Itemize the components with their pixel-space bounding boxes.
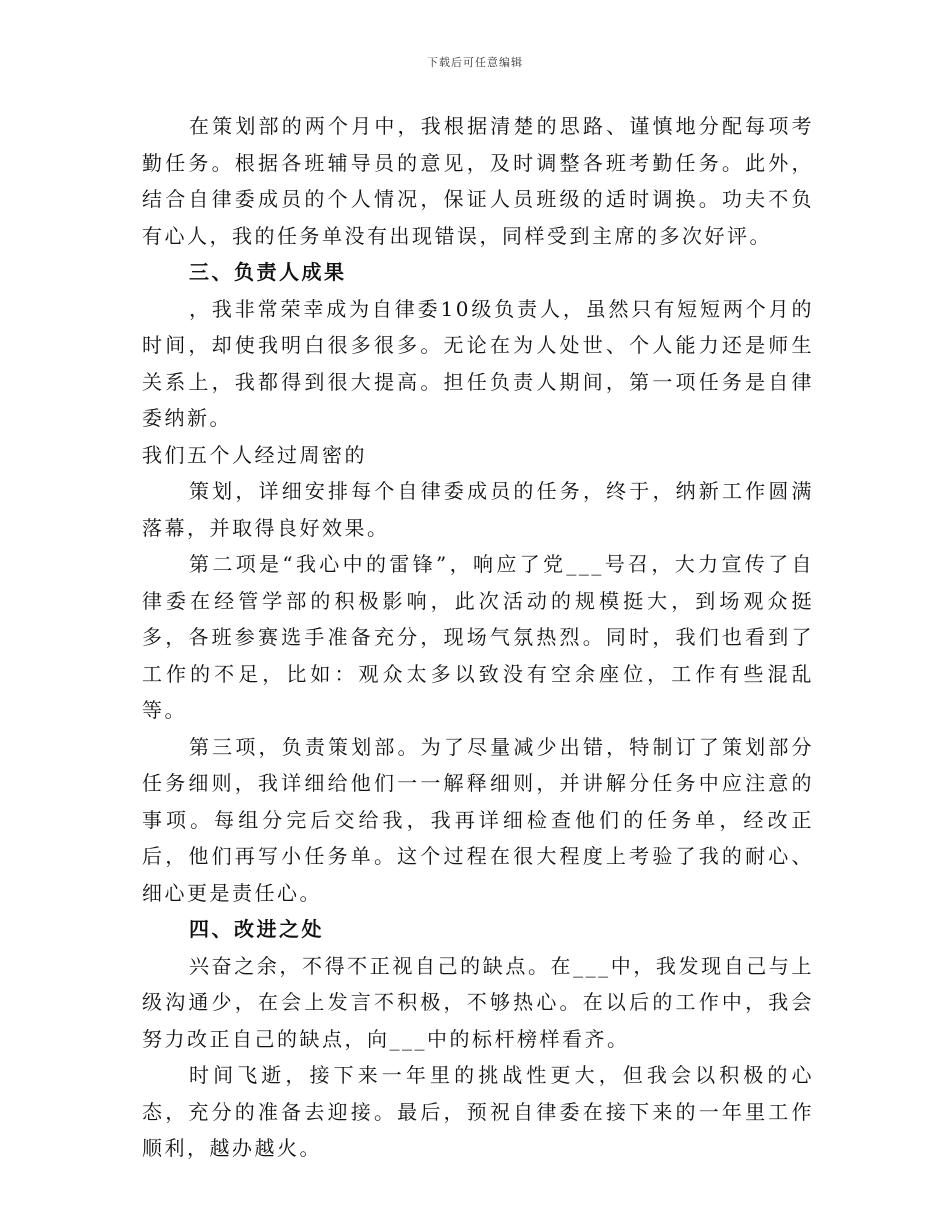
paragraph-responsible-person-tail: 我们五个人经过周密的 — [142, 442, 367, 467]
section-heading-results: 三、负责人成果 — [189, 260, 347, 284]
paragraph-recruitment: 策划，详细安排每个自律委成员的任务，终于，纳新工作圆满落幕，并取得良好效果。 — [142, 479, 814, 540]
paragraph-third-task: 第三项，负责策划部。为了尽量减少出错，特制订了策划部分任务细则，我详细给他们一一解释细则，并讲解分任务中应注意的事项。每组分完后交给我，我再详细检查他们的任务单，经改正后，他们再写小任务单。这个过程在很大程度上考验了我的耐心、细心更是责任心。 — [142, 734, 814, 905]
paragraph-planning-dept: 在策划部的两个月中，我根据清楚的思路、谨慎地分配每项考勤任务。根据各班辅导员的意见，及时调整各班考勤任务。此外，结合自律委成员的个人情况，保证人员班级的适时调换。功夫不负有心人，我的任务单没有出现错误，同样受到主席的多次好评。 — [142, 114, 814, 248]
section-heading-improvements: 四、改进之处 — [189, 917, 324, 941]
page-header: 下载后可任意编辑 — [427, 56, 523, 69]
paragraph-responsible-person: ，我非常荣幸成为自律委10级负责人，虽然只有短短两个月的时间，却使我明白很多很多。无论在为人处世、个人能力还是师生关系上，我都得到很大提高。担任负责人期间，第一项任务是自律委纳新。 — [142, 296, 814, 430]
paragraph-closing: 时间飞逝，接下来一年里的挑战性更大，但我会以积极的心态，充分的准备去迎接。最后，预祝自律委在接下来的一年里工作顺利，越办越火。 — [142, 1063, 814, 1160]
document-body — [142, 108, 814, 1167]
paragraph-shortcomings: 兴奋之余，不得不正视自己的缺点。在___中，我发现自己与上级沟通少，在会上发言不积极，不够热心。在以后的工作中，我会努力改正自己的缺点，向___中的标杆榜样看齐。 — [142, 953, 814, 1051]
paragraph-second-task: 第二项是“我心中的雷锋”，响应了党___号召，大力宣传了自律委在经管学部的积极影响，此次活动的规模挺大，到场观众挺多，各班参赛选手准备充分，现场气氛热烈。同时，我们也看到了工作的不足，比如：观众太多以致没有空余座位，工作有些混乱等。 — [142, 552, 814, 722]
